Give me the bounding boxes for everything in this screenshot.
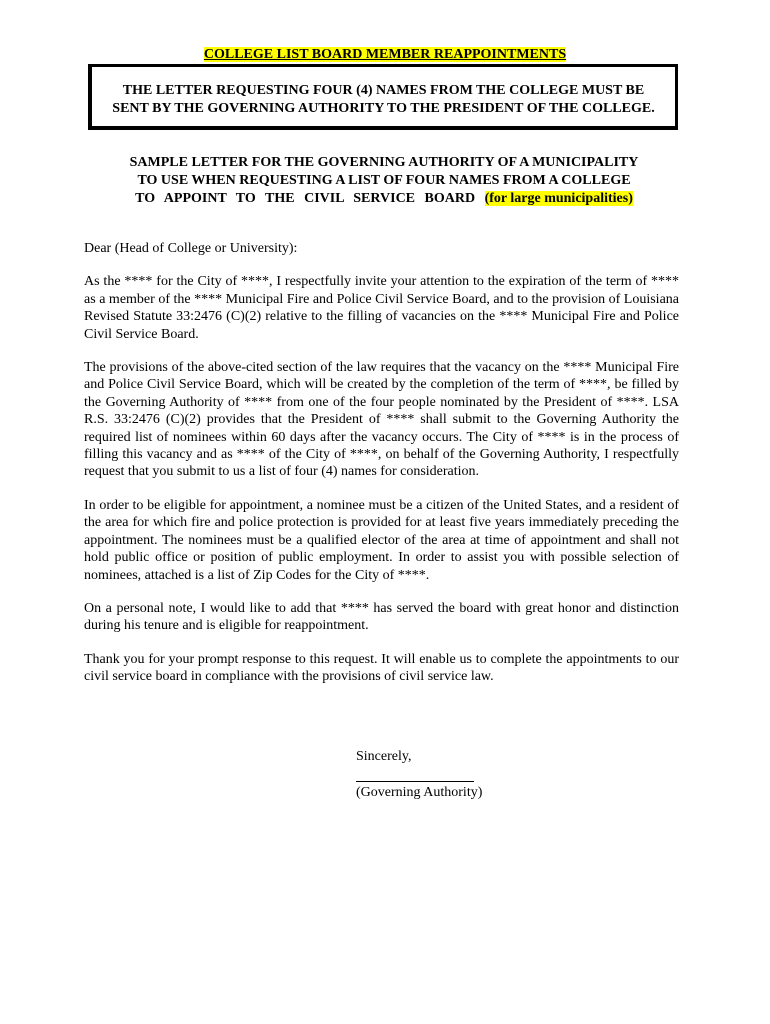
subtitle-line-1: SAMPLE LETTER FOR THE GOVERNING AUTHORITY OF A MUNICIPALITY xyxy=(129,155,639,170)
document-title xyxy=(0,46,770,64)
signature-label: (Governing Authority) xyxy=(356,785,483,801)
paragraph-eligibility: In order to be eligible for appointment, a nominee must be a citizen of the United States, and a resident of the area for which fire and police protection is provided for at least five years immediately preceding the appointment. The nominees must be a qualified elector of the area at time of appointment and shall not hold public office or position of public employment. In order to assist you with possible selection of nominees, attached is a list of Zip Codes for the City of ****. xyxy=(84,497,679,583)
paragraph-term-expiration: As the **** for the City of ****, I respectfully invite your attention to the expiration of the term of **** as a member of the **** Municipal Fire and Police Civil Service Board, and to the provision of Louisiana Revised Statute 33:2476 (C)(2) relative to the filling of vacancies on the **** Municipal Fire and Police Civil Service Board. xyxy=(84,274,679,342)
notice-text: THE LETTER REQUESTING FOUR (4) NAMES FROM THE COLLEGE MUST BE SENT BY THE GOVERNING AUTHORITY TO THE PRESIDENT OF THE COLLEGE. xyxy=(112,83,655,116)
signature-line xyxy=(356,765,474,782)
subtitle-line-2: TO USE WHEN REQUESTING A LIST OF FOUR NAMES FROM A COLLEGE xyxy=(137,173,631,188)
paragraph-law-provisions: The provisions of the above-cited section of the law requires that the vacancy on the **** Municipal Fire and Police Civil Service Board, which will be created by the completion of the term of ****, be filled by the Governing Authority of **** from one of the four people nominated by the President of ****. LSA R.S. 33:2476 (C)(2) provides that the President of **** shall submit to the Governing Authority the required list of nominees within 60 days after the vacancy occurs. The City of **** is in the process of filling this vacancy and as **** of the City of ****, on behalf of the Governing Authority, I respectfully request that you submit to us a list of four (4) names for consideration. xyxy=(84,360,679,480)
notice-box xyxy=(88,64,678,130)
closing-text: Sincerely, xyxy=(356,749,412,764)
subtitle-highlight: (for large municipalities) xyxy=(484,191,633,206)
letter-body xyxy=(84,240,679,702)
sample-letter-heading xyxy=(84,154,684,208)
paragraph-personal-note: On a personal note, I would like to add that **** has served the board with great honor and distinction during his tenure and is eligible for reappointment. xyxy=(84,600,679,634)
paragraph-thank-you: Thank you for your prompt response to this request. It will enable us to complete the appointments to our civil service board in compliance with the provisions of civil service law. xyxy=(84,651,679,685)
salutation: Dear (Head of College or University): xyxy=(84,241,298,256)
subtitle-line-3-text: TO APPOINT TO THE CIVIL SERVICE BOARD xyxy=(135,191,476,206)
document-title-text: COLLEGE LIST BOARD MEMBER REAPPOINTMENTS xyxy=(203,47,567,62)
subtitle-line-3 xyxy=(84,190,684,208)
letter-closing xyxy=(356,748,482,802)
